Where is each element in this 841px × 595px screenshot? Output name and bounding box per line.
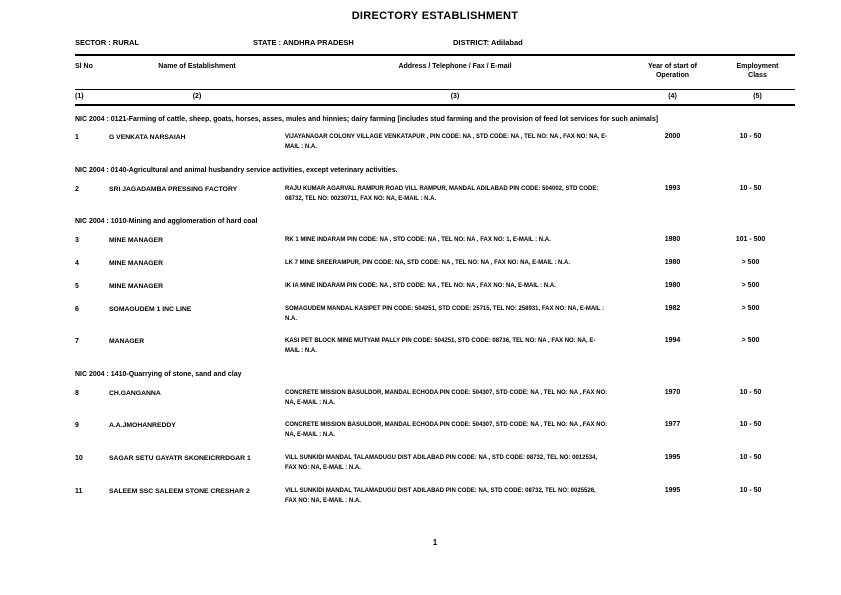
cell-establishment-name: MINE MANAGER <box>109 236 163 244</box>
cell-establishment-name: A.A.JMOHANREDDY <box>109 422 176 430</box>
table-row <box>75 305 795 325</box>
cell-address: RAJU KUMAR AGARVAL RAMPUR ROAD VILL RAMPUR, MANDAL ADILABAD PIN CODE: 504002, STD CODE: 08732, TEL NO: 00230711, FAX NO: NA, E-MAIL : N.A. <box>285 185 599 202</box>
cell-address: SOMAGUDEM MANDAL KASIPET PIN CODE: 504251, STD CODE: 25715, TEL NO: 258931, FAX NO: NA, E-MAIL : N.A. <box>285 305 605 322</box>
document-content <box>75 8 795 520</box>
table-row <box>75 389 795 409</box>
table-row <box>75 421 795 441</box>
cell-establishment-name: MINE MANAGER <box>109 259 163 267</box>
cell-sl-no: 7 <box>75 338 79 346</box>
header-name: Name of Establishment <box>158 63 236 70</box>
cell-address: CONCRETE MISSION BASULDOR, MANDAL ECHODA PIN CODE: 504307, STD CODE: NA , TEL NO: NA , FAX NO: NA, E-MAIL : N.A. <box>285 422 608 439</box>
cell-address: VILL SUNKIDI MANDAL TALAMADUGU DIST ADILABAD PIN CODE: NA, STD CODE: 08732, TEL NO: 0025526, FAX NO: NA, E-MAIL : N.A. <box>285 488 596 504</box>
cell-sl-no: 3 <box>75 236 79 244</box>
cell-employment-class: > 500 <box>741 337 760 345</box>
cell-year: 1993 <box>664 184 681 192</box>
cell-employment-class: 10 - 50 <box>739 133 762 141</box>
cell-year: 1982 <box>664 304 681 312</box>
cell-establishment-name: SALEEM SSC SALEEM STONE CRESHAR 2 <box>109 488 250 496</box>
cell-establishment-name: MANAGER <box>109 338 145 346</box>
table-row <box>75 259 795 269</box>
cell-establishment-name: SAGAR SETU GAYATR SKONEICRRDGAR 1 <box>109 455 251 463</box>
cell-address: KASI PET BLOCK MINE MUTYAM PALLY PIN CODE: 504251, STD CODE: 08736, TEL NO: NA , FAX NO: NA, E-MAIL : N.A. <box>285 338 596 355</box>
cell-establishment-name: G VENKATA NARSAIAH <box>109 134 186 142</box>
header-year-label: Year of start of Operation <box>647 63 697 80</box>
cell-address: LK 7 MINE SREERAMPUR, PIN CODE: NA, STD CODE: NA , TEL NO: NA , FAX NO: NA, E-MAIL : N.A. <box>285 259 571 266</box>
header-employment <box>720 62 795 81</box>
cell-address: RK 1 MINE INDARAM PIN CODE: NA , STD CODE: NA , TEL NO: NA , FAX NO: 1, E-MAIL : N.A. <box>285 236 551 243</box>
header-sl-no: Sl No <box>75 63 93 70</box>
cell-address: IK IA MINE INDARAM PIN CODE: NA , STD CODE: NA , TEL NO: NA , FAX NO: NA, E-MAIL : N.A. <box>285 282 556 289</box>
table-row <box>75 236 795 246</box>
cell-year: 1977 <box>664 421 681 429</box>
col-number-1: (1) <box>75 92 84 100</box>
cell-sl-no: 10 <box>75 455 83 463</box>
cell-address: VIJAYANAGAR COLONY VILLAGE VENKATAPUR , PIN CODE: NA , STD CODE: NA , TEL NO: NA , FAX NO: NA, E-MAIL : N.A. <box>285 134 608 151</box>
nic-section-heading: NIC 2004 : 0121-Farming of cattle, sheep, goats, horses, asses, mules and hinnies; dairy farming [includes stud farming and the provision of feed lot services for such animals] <box>75 115 659 123</box>
cell-establishment-name: SRI JAGADAMBA PRESSING FACTORY <box>109 185 238 193</box>
nic-section-heading: NIC 2004 : 1410-Quarrying of stone, sand and clay <box>75 371 242 379</box>
cell-year: 1980 <box>664 235 681 243</box>
cell-sl-no: 5 <box>75 282 79 290</box>
cell-year: 1994 <box>664 337 681 345</box>
col-number-4: (4) <box>668 92 677 100</box>
cell-sl-no: 9 <box>75 422 79 430</box>
page-title: DIRECTORY ESTABLISHMENT <box>351 10 519 22</box>
cell-employment-class: 10 - 50 <box>739 421 762 429</box>
col-number-5: (5) <box>753 92 762 100</box>
cell-employment-class: 10 - 50 <box>739 388 762 396</box>
cell-establishment-name: SOMAGUDEM 1 INC LINE <box>109 305 192 313</box>
cell-employment-class: 10 - 50 <box>739 454 762 462</box>
cell-sl-no: 2 <box>75 185 79 193</box>
page-number: 1 <box>432 538 438 547</box>
header-employment-label: Employment Class <box>736 63 779 80</box>
table-row <box>75 487 795 507</box>
table-row <box>75 133 795 153</box>
cell-employment-class: > 500 <box>741 304 760 312</box>
cell-sl-no: 8 <box>75 389 79 397</box>
report-meta-row <box>75 38 795 56</box>
cell-address: VILL SUNKIDI MANDAL TALAMADUGU DIST ADILABAD PIN CODE: NA , STD CODE: 08732, TEL NO: 0012534, FAX NO: NA, E-MAIL : N.A. <box>285 455 598 472</box>
meta-sector: SECTOR : RURAL <box>75 38 140 47</box>
table-header-row <box>75 56 795 90</box>
cell-employment-class: 10 - 50 <box>739 184 762 192</box>
table-row <box>75 282 795 292</box>
nic-section-heading: NIC 2004 : 0140-Agricultural and animal husbandry service activities, except veterinary activities. <box>75 167 398 175</box>
table-row <box>75 337 795 357</box>
meta-district: DISTRICT: Adilabad <box>453 38 523 47</box>
cell-year: 1995 <box>664 454 681 462</box>
cell-address: CONCRETE MISSION BASULDOR, MANDAL ECHODA PIN CODE: 504307, STD CODE: NA , TEL NO: NA , FAX NO: NA, E-MAIL : N.A. <box>285 389 608 406</box>
header-address: Address / Telephone / Fax / E-mail <box>398 63 512 70</box>
cell-sl-no: 6 <box>75 305 79 313</box>
cell-year: 1980 <box>664 281 681 289</box>
cell-year: 1980 <box>664 258 681 266</box>
col-number-2: (2) <box>192 92 202 100</box>
meta-state: STATE : ANDHRA PRADESH <box>253 38 354 47</box>
cell-employment-class: 10 - 50 <box>739 487 762 495</box>
table-row <box>75 185 795 205</box>
cell-establishment-name: CH.GANGANNA <box>109 389 161 397</box>
col-number-3: (3) <box>450 92 460 100</box>
cell-employment-class: 101 - 500 <box>735 235 766 243</box>
cell-sl-no: 1 <box>75 134 79 142</box>
nic-section-heading: NIC 2004 : 1010-Mining and agglomeration of hard coal <box>75 218 258 226</box>
cell-year: 1970 <box>664 388 681 396</box>
cell-year: 2000 <box>664 133 681 141</box>
cell-employment-class: > 500 <box>741 281 760 289</box>
header-year <box>625 62 720 81</box>
cell-sl-no: 11 <box>75 488 83 496</box>
column-number-row <box>75 90 795 106</box>
cell-employment-class: > 500 <box>741 258 760 266</box>
cell-year: 1995 <box>664 487 681 495</box>
cell-sl-no: 4 <box>75 259 79 267</box>
table-row <box>75 454 795 474</box>
cell-establishment-name: MINE MANAGER <box>109 282 163 290</box>
